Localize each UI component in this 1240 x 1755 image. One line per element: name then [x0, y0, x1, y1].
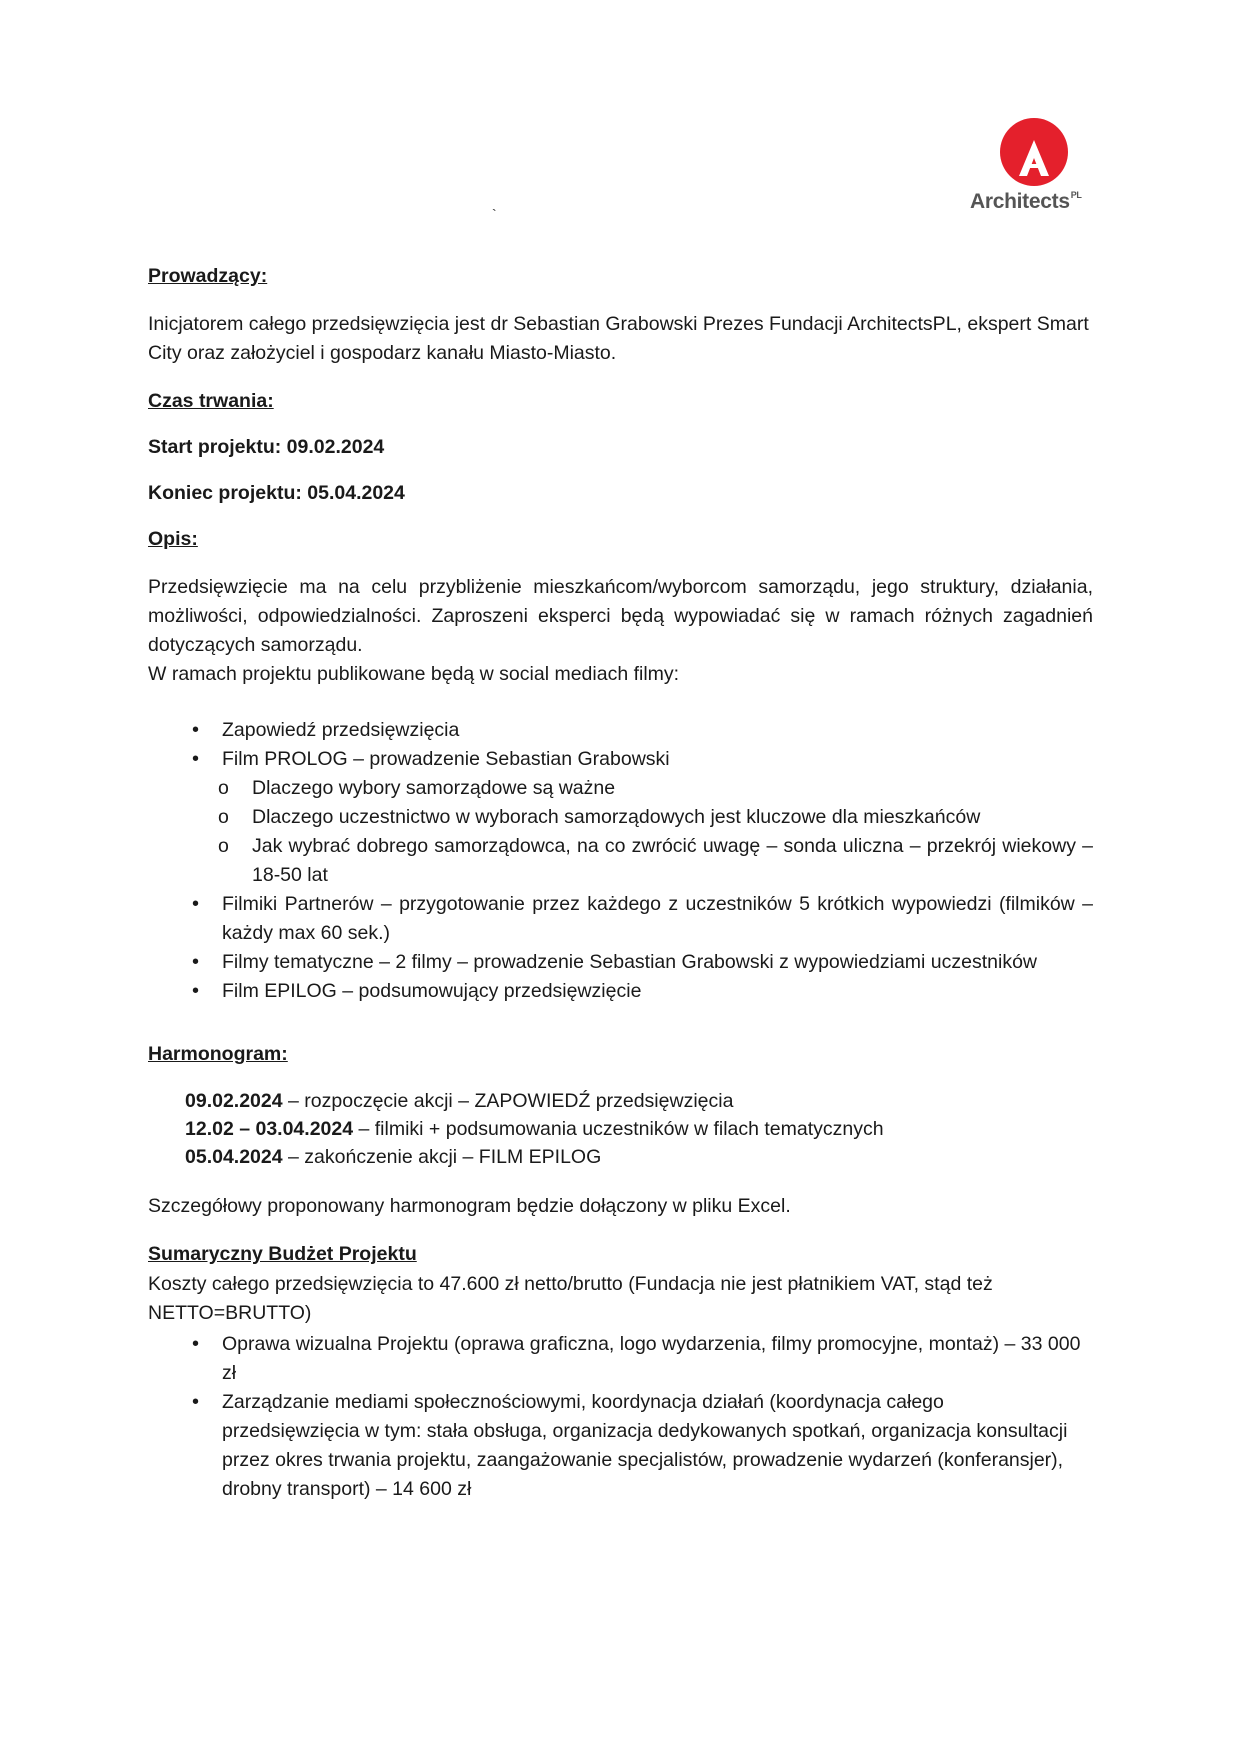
schedule-entry: 09.02.2024 – rozpoczęcie akcji – ZAPOWIEDŹ przedsięwzięcia	[185, 1090, 734, 1112]
project-start: Start projektu: 09.02.2024	[148, 436, 385, 458]
list-item: • Film PROLOG – prowadzenie Sebastian Grabowski	[148, 745, 1093, 774]
list-item: • Oprawa wizualna Projektu (oprawa graficzna, logo wydarzenia, filmy promocyjne, montaż) – 33 000 zł	[148, 1330, 1093, 1388]
list-item: • Filmiki Partnerów – przygotowanie przez każdego z uczestników 5 krótkich wypowiedzi (filmików – każdy max 60 sek.)	[148, 890, 1093, 948]
budget-list	[148, 1330, 1093, 1504]
schedule-entry: 05.04.2024 – zakończenie akcji – FILM EPILOG	[185, 1146, 602, 1168]
logo-wordmark: Architects$^{PL}$	[970, 190, 1082, 213]
project-end: Koniec projektu: 05.04.2024	[148, 482, 405, 504]
circle-bullet-icon: o	[218, 777, 229, 799]
budzet-text: Koszty całego przedsięwzięcia to 47.600 zł netto/brutto (Fundacja nie jest płatnikiem VAT, stąd też NETTO=BRUTTO)	[148, 1273, 993, 1324]
list-item: • Filmy tematyczne – 2 filmy – prowadzenie Sebastian Grabowski z wypowiedziami uczestników	[148, 948, 1093, 977]
list-item: • Zapowiedź przedsięwzięcia	[148, 716, 1093, 745]
circle-bullet-icon: o	[218, 806, 229, 828]
prowadzacy-text: Inicjatorem całego przedsięwzięcia jest dr Sebastian Grabowski Prezes Fundacji ArchitectsPL, ekspert Smart City oraz założyciel i gospodarz kanału Miasto-Miasto.	[148, 313, 1089, 364]
heading-budzet: Sumaryczny Budżet Projektu	[148, 1243, 417, 1265]
stray-mark: `	[492, 206, 497, 222]
sub-list-item: o Jak wybrać dobrego samorządowca, na co zwrócić uwagę – sonda uliczna – przekrój wiekowy – 18-50 lat	[148, 832, 1093, 890]
list-item: • Zarządzanie mediami społecznościowymi, koordynacja działań (koordynacja całego przedsięwzięcia w tym: stała obsługa, organizacja dedykowanych spotkań, organizacja konsultacji przez okres trwania projektu, zaangażowanie specjalistów, prowadzenie wydarzeń (konferansjer), drobny transport) – 14 600 zł	[148, 1388, 1093, 1504]
schedule-entry: 12.02 – 03.04.2024 – filmiki + podsumowania uczestników w filach tematycznych	[185, 1118, 884, 1140]
heading-czas-trwania: Czas trwania:	[148, 390, 274, 412]
heading-harmonogram: Harmonogram:	[148, 1043, 288, 1065]
list-item: • Film EPILOG – podsumowujący przedsięwzięcie	[148, 977, 1093, 1006]
architects-logo	[970, 118, 1100, 218]
logo-circle-icon	[998, 118, 1070, 190]
sub-list-item: o Dlaczego wybory samorządowe są ważne	[148, 774, 1093, 803]
opis-text: Przedsięwzięcie ma na celu przybliżenie mieszkańcom/wyborcom samorządu, jego struktury, działania, możliwości, odpowiedzialności. Zaproszeni eksperci będą wypowiadać się w ramach różnych zagadnień dotyczących samorządu.	[148, 576, 1093, 656]
circle-bullet-icon: o	[218, 835, 229, 857]
sub-list-item: o Dlaczego uczestnictwo w wyborach samorządowych jest kluczowe dla mieszkańców	[148, 803, 1093, 832]
schedule-note: Szczegółowy proponowany harmonogram będzie dołączony w pliku Excel.	[148, 1195, 791, 1217]
opis-intro: W ramach projektu publikowane będą w social mediach filmy:	[148, 663, 680, 685]
heading-prowadzacy: Prowadzący:	[148, 265, 268, 287]
heading-opis: Opis:	[148, 528, 198, 550]
film-list	[148, 716, 1093, 1006]
